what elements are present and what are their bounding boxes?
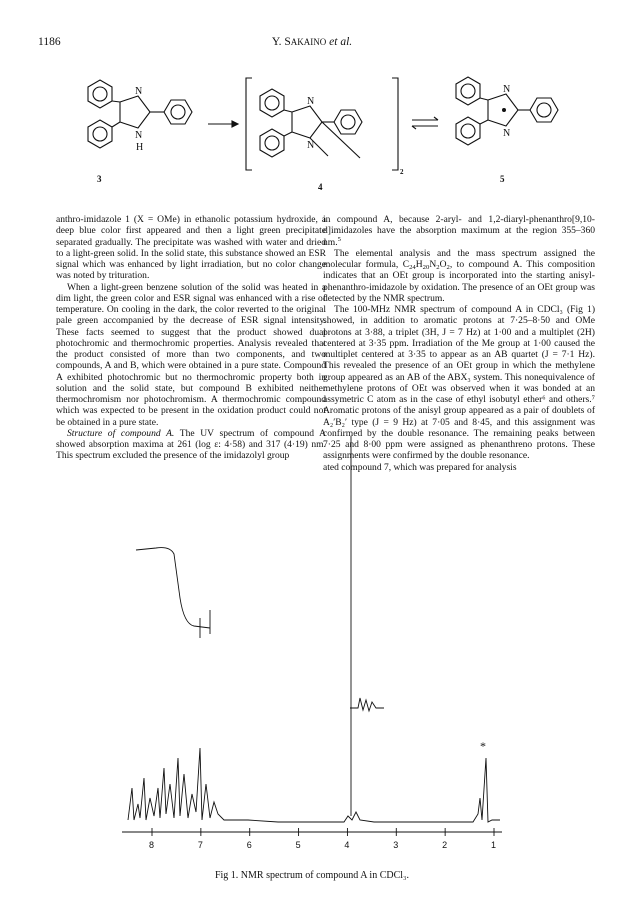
axis-tick-label: 1 bbox=[491, 840, 497, 850]
axis-tick-label: 8 bbox=[149, 840, 155, 850]
page-number: 1186 bbox=[38, 36, 61, 48]
formula-sub-4: 2 bbox=[446, 264, 450, 271]
formula-d: O bbox=[439, 259, 447, 270]
label-4: 4 bbox=[318, 182, 323, 192]
structure-4 bbox=[246, 78, 398, 170]
left-paragraph-1: anthro-imidazole 1 (X = OMe) in ethanolic potassium hydroxide, a deep blue color first appeared and then a light green precipitate separated gradually. The precipitate was washed with water and dried to a light-green solid. In the solid state, this substance showed an ESR signal which was enhanced by light irradiation, but no color change was noted by trituration. bbox=[56, 214, 326, 282]
axis-tick-label: 4 bbox=[344, 840, 350, 850]
left-column bbox=[56, 214, 326, 462]
reaction-scheme bbox=[60, 64, 580, 204]
label-5: 5 bbox=[500, 174, 505, 184]
axis-tick-label: 5 bbox=[295, 840, 301, 850]
right-paragraph-3: The 100-MHz NMR spectrum of compound A in CDCl₃ (Fig 1) showed, in addition to aromatic protons at 7·25–8·50 and OMe protons at 3·88, a triplet (3H, J = 7 Hz) at 1·00 and a multiplet (2H) centered at 3·35 ppm. Irradiation of the Me group at 1·00 caused the multiplet centered at 3·35 to appear as an AB quartet (J = 7·1 Hz). This revealed the presence of an OEt group in which the methylene group appeared as an AB of the ABX₃ system. This nonequivalence of methylene protons of OEt was observed when it was bonded at an assymetric C atom as in the case of ethyl isobutyl ether⁶ and others.⁷ Aromatic protons of the anisyl group appeared as a pair of doublets of A₂′B₂′ type (J = 9 Hz) at 7·05 and 8·45, and this assignment was confirmed by the double resonance. The remaining peaks between 7·25 and 8·00 ppm were assigned as phenanthreno protons. These assignments were confirmed by the double resonance. bbox=[323, 304, 595, 462]
formula-sub-1: 24 bbox=[409, 264, 416, 271]
label-3: 3 bbox=[97, 174, 102, 184]
formula-e: , to compound A. This composition indicates that an OEt group is incorporated into the starting anisyl-phenanthro-imidazole by oxidation. The presence of an OEt group was detected by the NMR spectrum. bbox=[323, 259, 596, 304]
axis-tick-label: 7 bbox=[197, 840, 203, 850]
axis-tick-label: 2 bbox=[442, 840, 448, 850]
axis-ticks bbox=[149, 828, 496, 850]
formula-c: N bbox=[429, 259, 437, 270]
spectrum-trace bbox=[128, 748, 500, 822]
right-paragraph-1-text: in compound A, because 2-aryl- and 1,2-diaryl-phenanthro[9,10-d]imidazoles have the absorption maximum at the region 355–360 nm. bbox=[323, 214, 595, 248]
running-title bbox=[38, 36, 586, 48]
formula-b: H bbox=[415, 259, 423, 270]
atom-n-4a: N bbox=[307, 96, 315, 107]
atom-h-3: H bbox=[136, 142, 144, 153]
section-heading: Structure of compound A. bbox=[67, 427, 175, 439]
axis-tick-label: 6 bbox=[246, 840, 252, 850]
author-surname: AKAINO bbox=[290, 37, 327, 47]
formula-sub-2: 20 bbox=[422, 264, 430, 271]
running-header bbox=[38, 36, 586, 52]
atom-n-5b: N bbox=[503, 128, 511, 139]
integration-curve-left bbox=[136, 548, 210, 628]
atom-n-5a: N bbox=[503, 84, 511, 95]
right-paragraph-2 bbox=[323, 248, 595, 304]
atom-n-3b: N bbox=[135, 130, 143, 141]
ref-5: 5 bbox=[337, 235, 341, 243]
author-initial: Y. S bbox=[271, 36, 291, 48]
inset-multiplet bbox=[350, 698, 384, 711]
solvent-asterisk: * bbox=[480, 739, 486, 753]
nmr-spectrum bbox=[118, 428, 508, 854]
axis-tick-label: 3 bbox=[393, 840, 399, 850]
formula-a: The elemental analysis and the mass spectrum assigned the molecular formula, C bbox=[323, 247, 595, 270]
formula-sub-3: 2 bbox=[436, 264, 440, 271]
atom-n-4b: N bbox=[307, 140, 315, 151]
et-al: et al. bbox=[329, 36, 353, 48]
right-paragraph-4: ated compound 7, which was prepared for analysis bbox=[323, 461, 517, 473]
atom-n-3a: N bbox=[135, 86, 143, 97]
left-paragraph-2: When a light-green benzene solution of the solid was heated in a dim light, the green color and ESR signal was enhanced with a rise of temperature. On cooling in the dark, the color reverted to the original pale green accompanied by the decrease of ESR signal intensity. These facts seemed to suggest that the product showed dual photochromic and thermochromic properties. Analysis revealed that the product consisted of more than two components, and two compounds, A and B, which were obtained in a pure state. Compound A exhibited photochromic but no thermochromic property both in solution and the solid state, but compound B exhibited neither thermochromism nor photochromism. A thermochromic compound which was expected to be present in the oxidation product could not be obtained in a pure state. bbox=[56, 281, 326, 428]
label-2: 2 bbox=[400, 168, 404, 176]
figure-caption: Fig 1. NMR spectrum of compound A in CDCl₃. bbox=[214, 870, 410, 881]
left-paragraph-3-text: The UV spectrum of compound A showed absorption maxima at 261 (log ε: 4·58) and 317 (4·19) nm. This spectrum excluded the presence of the imidazolyl group bbox=[56, 427, 326, 462]
right-paragraph-1 bbox=[323, 214, 595, 248]
